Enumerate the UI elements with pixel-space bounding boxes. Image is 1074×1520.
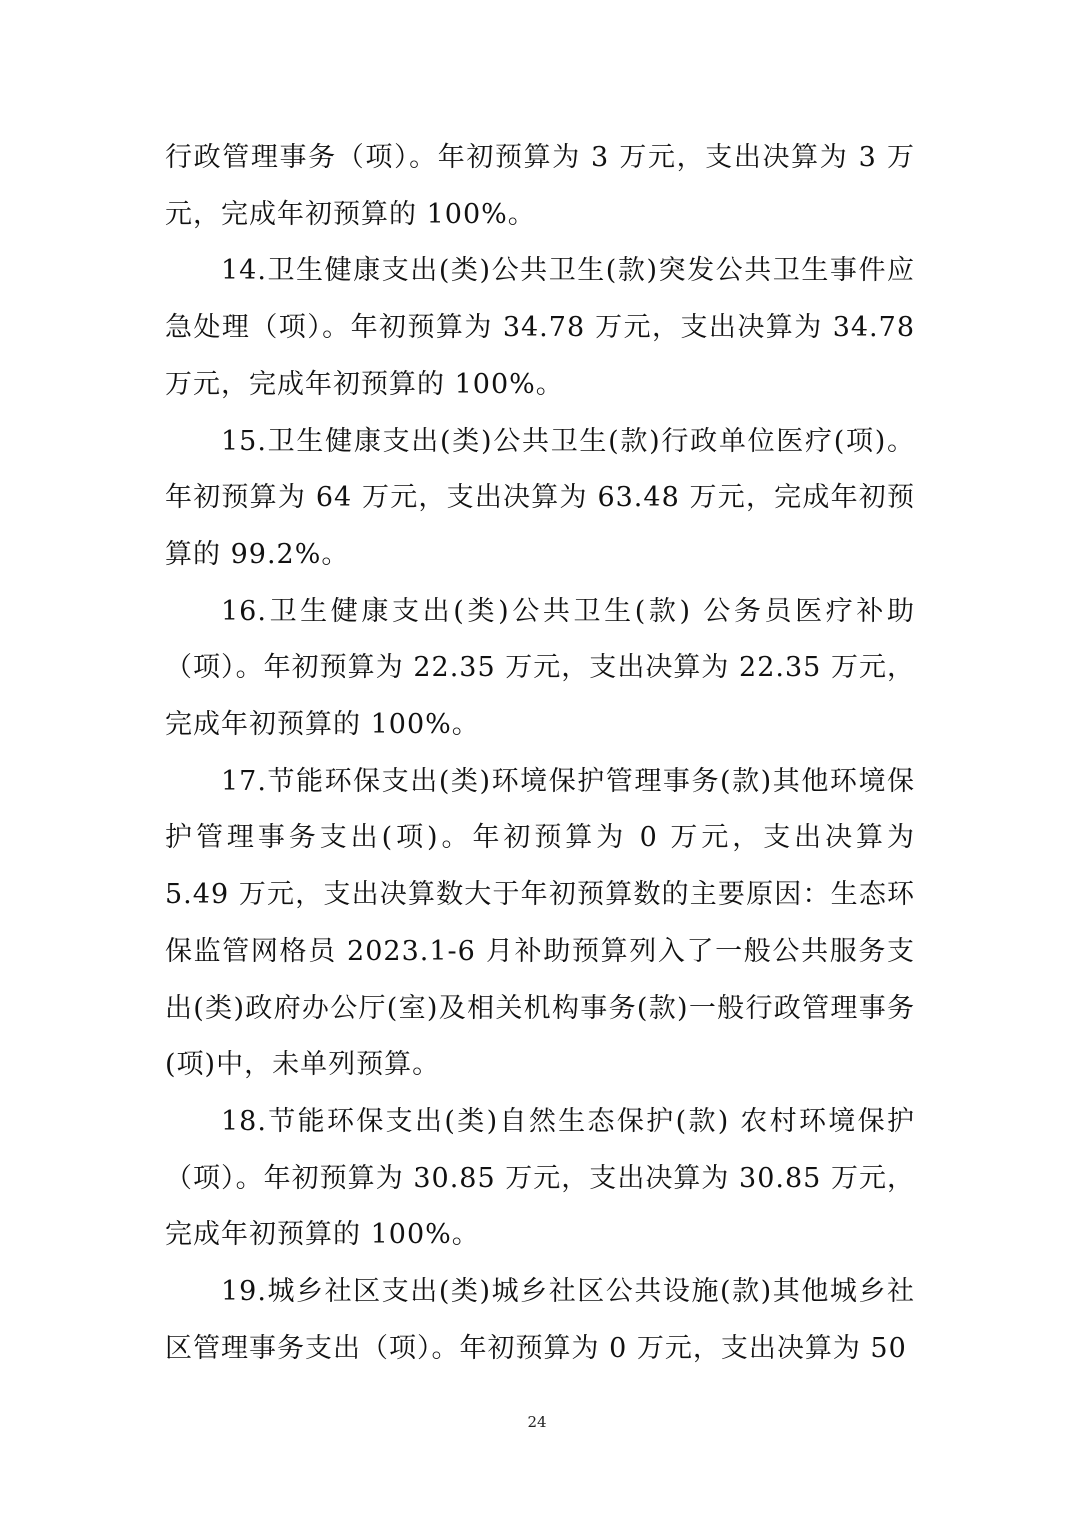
paragraph-15: 15.卫生健康支出(类)公共卫生(款)行政单位医疗(项)。年初预算为 64 万元，支出决算为 63.48 万元，完成年初预算的 99.2%。 <box>165 425 915 570</box>
paragraph-19: 19.城乡社区支出(类)城乡社区公共设施(款)其他城乡社区管理事务支出（项）。年初预算为 0 万元，支出决算为 50 <box>165 1276 915 1364</box>
paragraph-14: 14.卫生健康支出(类)公共卫生(款)突发公共卫生事件应急处理（项）。年初预算为 34.78 万元，支出决算为 34.78 万元，完成年初预算的 100%。 <box>165 255 915 400</box>
paragraph-18: 18.节能环保支出(类)自然生态保护(款) 农村环境保护（项）。年初预算为 30.85 万元，支出决算为 30.85 万元，完成年初预算的 100%。 <box>165 1105 915 1251</box>
body-text <box>165 130 915 1377</box>
page-number: 24 <box>527 1413 547 1431</box>
paragraph-17: 17.节能环保支出(类)环境保护管理事务(款)其他环境保护管理事务支出(项)。年初预算为 0 万元，支出决算为 5.49 万元，支出决算数大于年初预算数的主要原因：生态环保监管网格员 2023.1-6 月补助预算列入了一般公共服务支出(类)政府办公厅(室)及相关机构事务(款)一般行政管理事务(项)中，未单列预算。 <box>165 765 915 1081</box>
paragraph-13-continuation: 行政管理事务（项）。年初预算为 3 万元，支出决算为 3 万元，完成年初预算的 100%。 <box>165 142 915 230</box>
paragraph-16: 16.卫生健康支出(类)公共卫生(款) 公务员医疗补助（项）。年初预算为 22.35 万元，支出决算为 22.35 万元，完成年初预算的 100%。 <box>165 595 915 741</box>
